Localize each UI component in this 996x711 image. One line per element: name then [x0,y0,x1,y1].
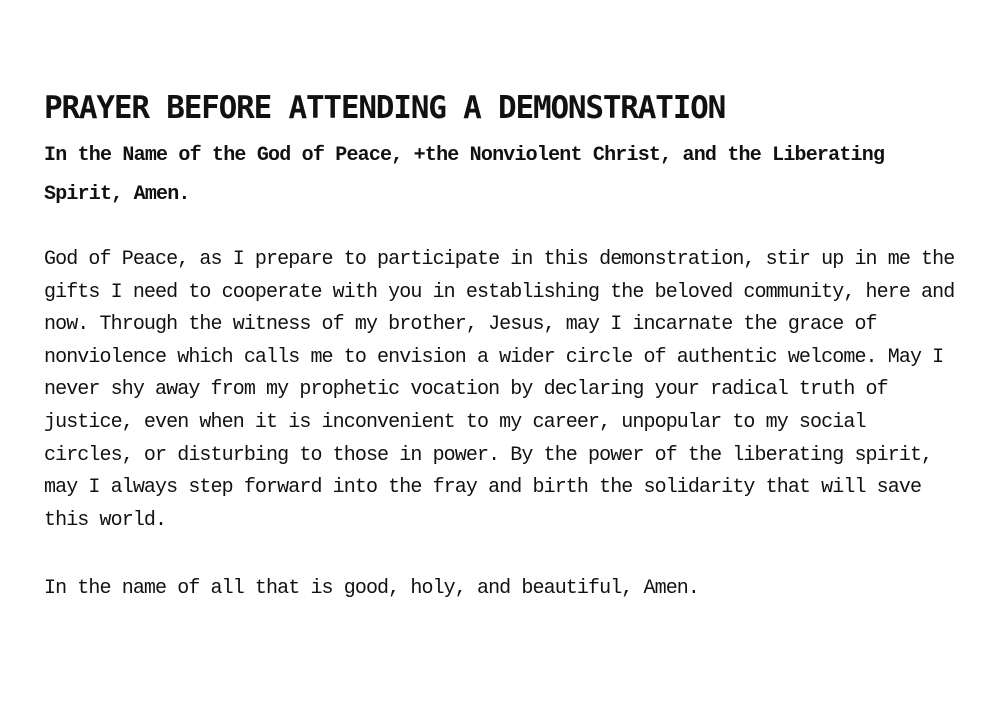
invocation-paragraph: In the Name of the God of Peace, +the Nonviolent Christ, and the Liberating Spirit, Amen. [44,144,885,206]
prayer-body-paragraph: God of Peace, as I prepare to participate in this demonstration, stir up in me the gifts I need to cooperate with you in establishing the beloved community, here and now. Through the witness of my brother, Jesus, may I incarnate the grace of nonviolence which calls me to envision a wider circle of authentic welcome. May I never shy away from my prophetic vocation by declaring your radical truth of justice, even when it is inconvenient to my career, unpopular to my social circles, or disturbing to those in power. By the power of the liberating spirit, may I always step forward into the fray and birth the solidarity that will save this world. [44,248,955,532]
prayer-document [44,88,964,605]
document-title: PRAYER BEFORE ATTENDING A DEMONSTRATION [44,90,726,126]
closing-paragraph: In the name of all that is good, holy, and beautiful, Amen. [44,577,700,601]
